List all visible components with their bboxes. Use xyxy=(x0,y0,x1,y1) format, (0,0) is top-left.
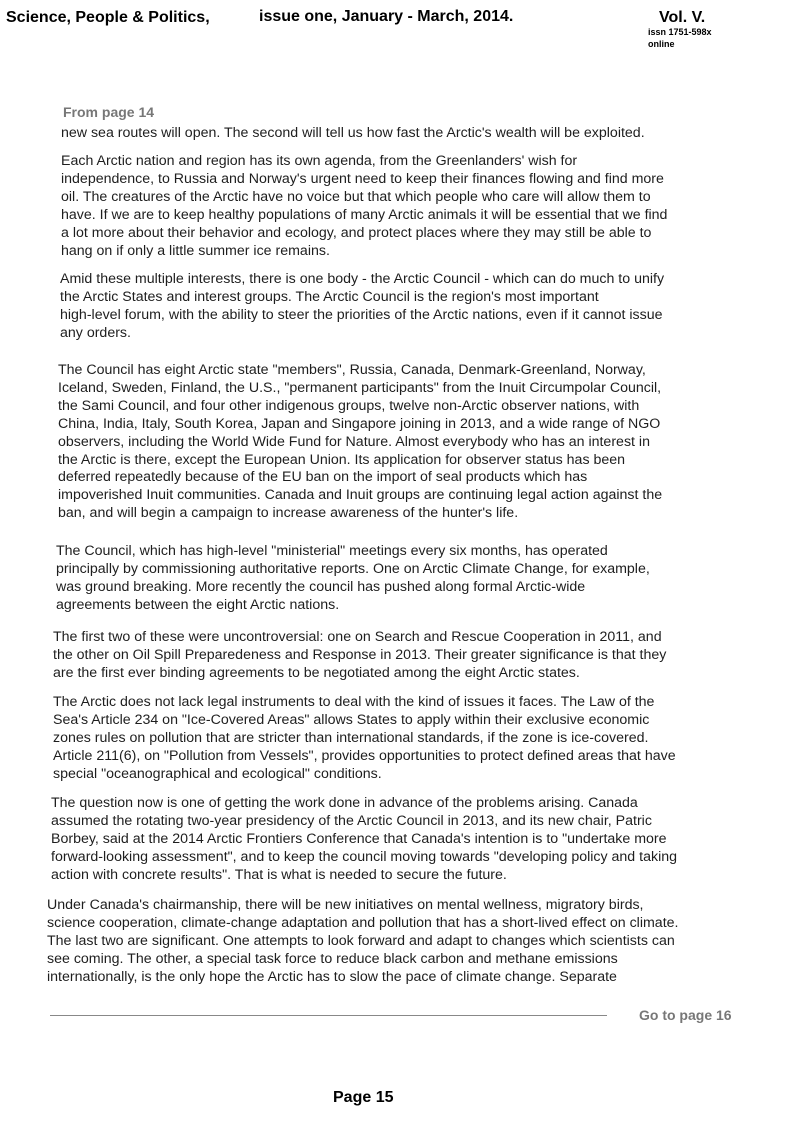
page-number: Page 15 xyxy=(333,1089,394,1106)
issn-label: issn 1751-598x xyxy=(648,27,712,37)
text-line: observers, including the World Wide Fund for Nature. Almost everybody who has an interest in xyxy=(58,433,650,450)
paragraph xyxy=(61,153,667,260)
text-line: Borbey, said at the 2014 Arctic Frontiers Conference that Canada's intention is to "undertake more xyxy=(51,830,667,847)
paragraph xyxy=(56,543,650,615)
continued-on-label: Go to page 16 xyxy=(639,1007,732,1023)
text-line: have. If we are to keep healthy populations of many Arctic animals it will be essential that we find xyxy=(61,206,668,223)
text-line: was ground breaking. More recently the council has pushed along formal Arctic-wide xyxy=(56,578,586,595)
text-line: The Council has eight Arctic state "members", Russia, Canada, Denmark-Greenland, Norway, xyxy=(58,362,646,378)
text-line: impoverished Inuit communities. Canada and Inuit groups are continuing legal action against the xyxy=(58,487,663,504)
text-line: zones rules on pollution that are stricter than international standards, if the zone is ice-covered. xyxy=(53,729,649,746)
text-line: any orders. xyxy=(60,324,131,341)
text-line: high-level forum, with the ability to steer the priorities of the Arctic nations, even if it cannot issue xyxy=(60,306,663,323)
text-line: special "oceanographical and ecological" conditions. xyxy=(53,765,382,782)
paragraph xyxy=(61,125,645,143)
text-line: Article 211(6), on "Pollution from Vessels", provides opportunities to protect defined areas that have xyxy=(53,747,676,764)
text-line: are the first ever binding agreements to be negotiated among the eight Arctic states. xyxy=(53,664,580,681)
online-label: online xyxy=(648,39,675,49)
text-line: the Sami Council, and four other indigenous groups, twelve non-Arctic observer nations, with xyxy=(58,397,640,414)
paragraph xyxy=(60,271,664,343)
text-line: Iceland, Sweden, Finland, the U.S., "permanent participants" from the Inuit Circumpolar Council, xyxy=(58,379,662,396)
text-line: The Arctic does not lack legal instruments to deal with the kind of issues it faces. The Law of the xyxy=(53,694,655,710)
text-line: independence, to Russia and Norway's urgent need to keep their finances flowing and find more xyxy=(61,170,664,187)
text-line: science cooperation, climate-change adaptation and pollution that has a short-lived effect on climate. xyxy=(47,914,679,931)
text-line: oil. The creatures of the Arctic have no voice but that which people who care will allow them to xyxy=(61,188,651,205)
text-line: Sea's Article 234 on "Ice-Covered Areas" allows States to apply within their exclusive economic xyxy=(53,711,650,728)
publication-title: Science, People & Politics, xyxy=(6,9,210,26)
text-line: internationally, is the only hope the Arctic has to slow the pace of climate change. Separate xyxy=(47,968,617,985)
text-line: the Arctic is there, except the European Union. Its application for observer status has been xyxy=(58,451,626,468)
text-line: The question now is one of getting the work done in advance of the problems arising. Canada xyxy=(51,795,638,811)
text-line: The last two are significant. One attempts to look forward and adapt to changes which scientists can xyxy=(47,932,675,949)
issue-info: issue one, January - March, 2014. xyxy=(259,8,514,25)
volume-label: Vol. V. xyxy=(659,9,706,26)
text-line: Each Arctic nation and region has its own agenda, from the Greenlanders' wish for xyxy=(61,153,578,169)
text-line: assumed the rotating two-year presidency of the Arctic Council in 2013, and its new chair, Patric xyxy=(51,812,652,829)
text-line: Amid these multiple interests, there is one body - the Arctic Council - which can do much to unify xyxy=(60,271,665,287)
text-line: action with concrete results". That is what is needed to secure the future. xyxy=(51,866,507,883)
text-line: The first two of these were uncontroversial: one on Search and Rescue Cooperation in 2011, and xyxy=(53,629,662,645)
text-line: the other on Oil Spill Preparedeness and Response in 2013. Their greater significance is that they xyxy=(53,646,667,663)
text-line: hang on if only a little summer ice remains. xyxy=(61,242,330,259)
text-line: principally by commissioning authoritative reports. One on Arctic Climate Change, for example, xyxy=(56,560,650,577)
text-line: the Arctic States and interest groups. The Arctic Council is the region's most important xyxy=(60,288,599,305)
text-line: see coming. The other, a special task force to reduce black carbon and methane emissions xyxy=(47,950,618,967)
text-line: The Council, which has high-level "ministerial" meetings every six months, has operated xyxy=(56,543,608,559)
text-line: agreements between the eight Arctic nations. xyxy=(56,596,340,613)
paragraph xyxy=(53,629,666,683)
paragraph xyxy=(58,362,662,523)
text-line: a lot more about their behavior and ecology, and protect places where they may still be able to xyxy=(61,224,652,241)
text-line: ban, and will begin a campaign to increase awareness of the hunter's life. xyxy=(58,505,519,522)
text-line: forward-looking assessment", and to keep the council moving towards "developing policy and taking xyxy=(51,848,678,865)
text-line: deferred repeatedly because of the EU ban on the import of seal products which has xyxy=(58,469,588,486)
footer-divider xyxy=(50,1015,607,1016)
paragraph xyxy=(51,795,677,885)
paragraph xyxy=(47,897,678,987)
text-line: China, India, Italy, South Korea, Japan and Singapore joining in 2013, and a wide range of NGO xyxy=(58,415,661,432)
paragraph xyxy=(53,694,676,784)
text-line: new sea routes will open. The second will tell us how fast the Arctic's wealth will be exploited. xyxy=(61,125,645,141)
continued-from-label: From page 14 xyxy=(63,104,155,120)
text-line: Under Canada's chairmanship, there will be new initiatives on mental wellness, migratory birds, xyxy=(47,897,644,913)
